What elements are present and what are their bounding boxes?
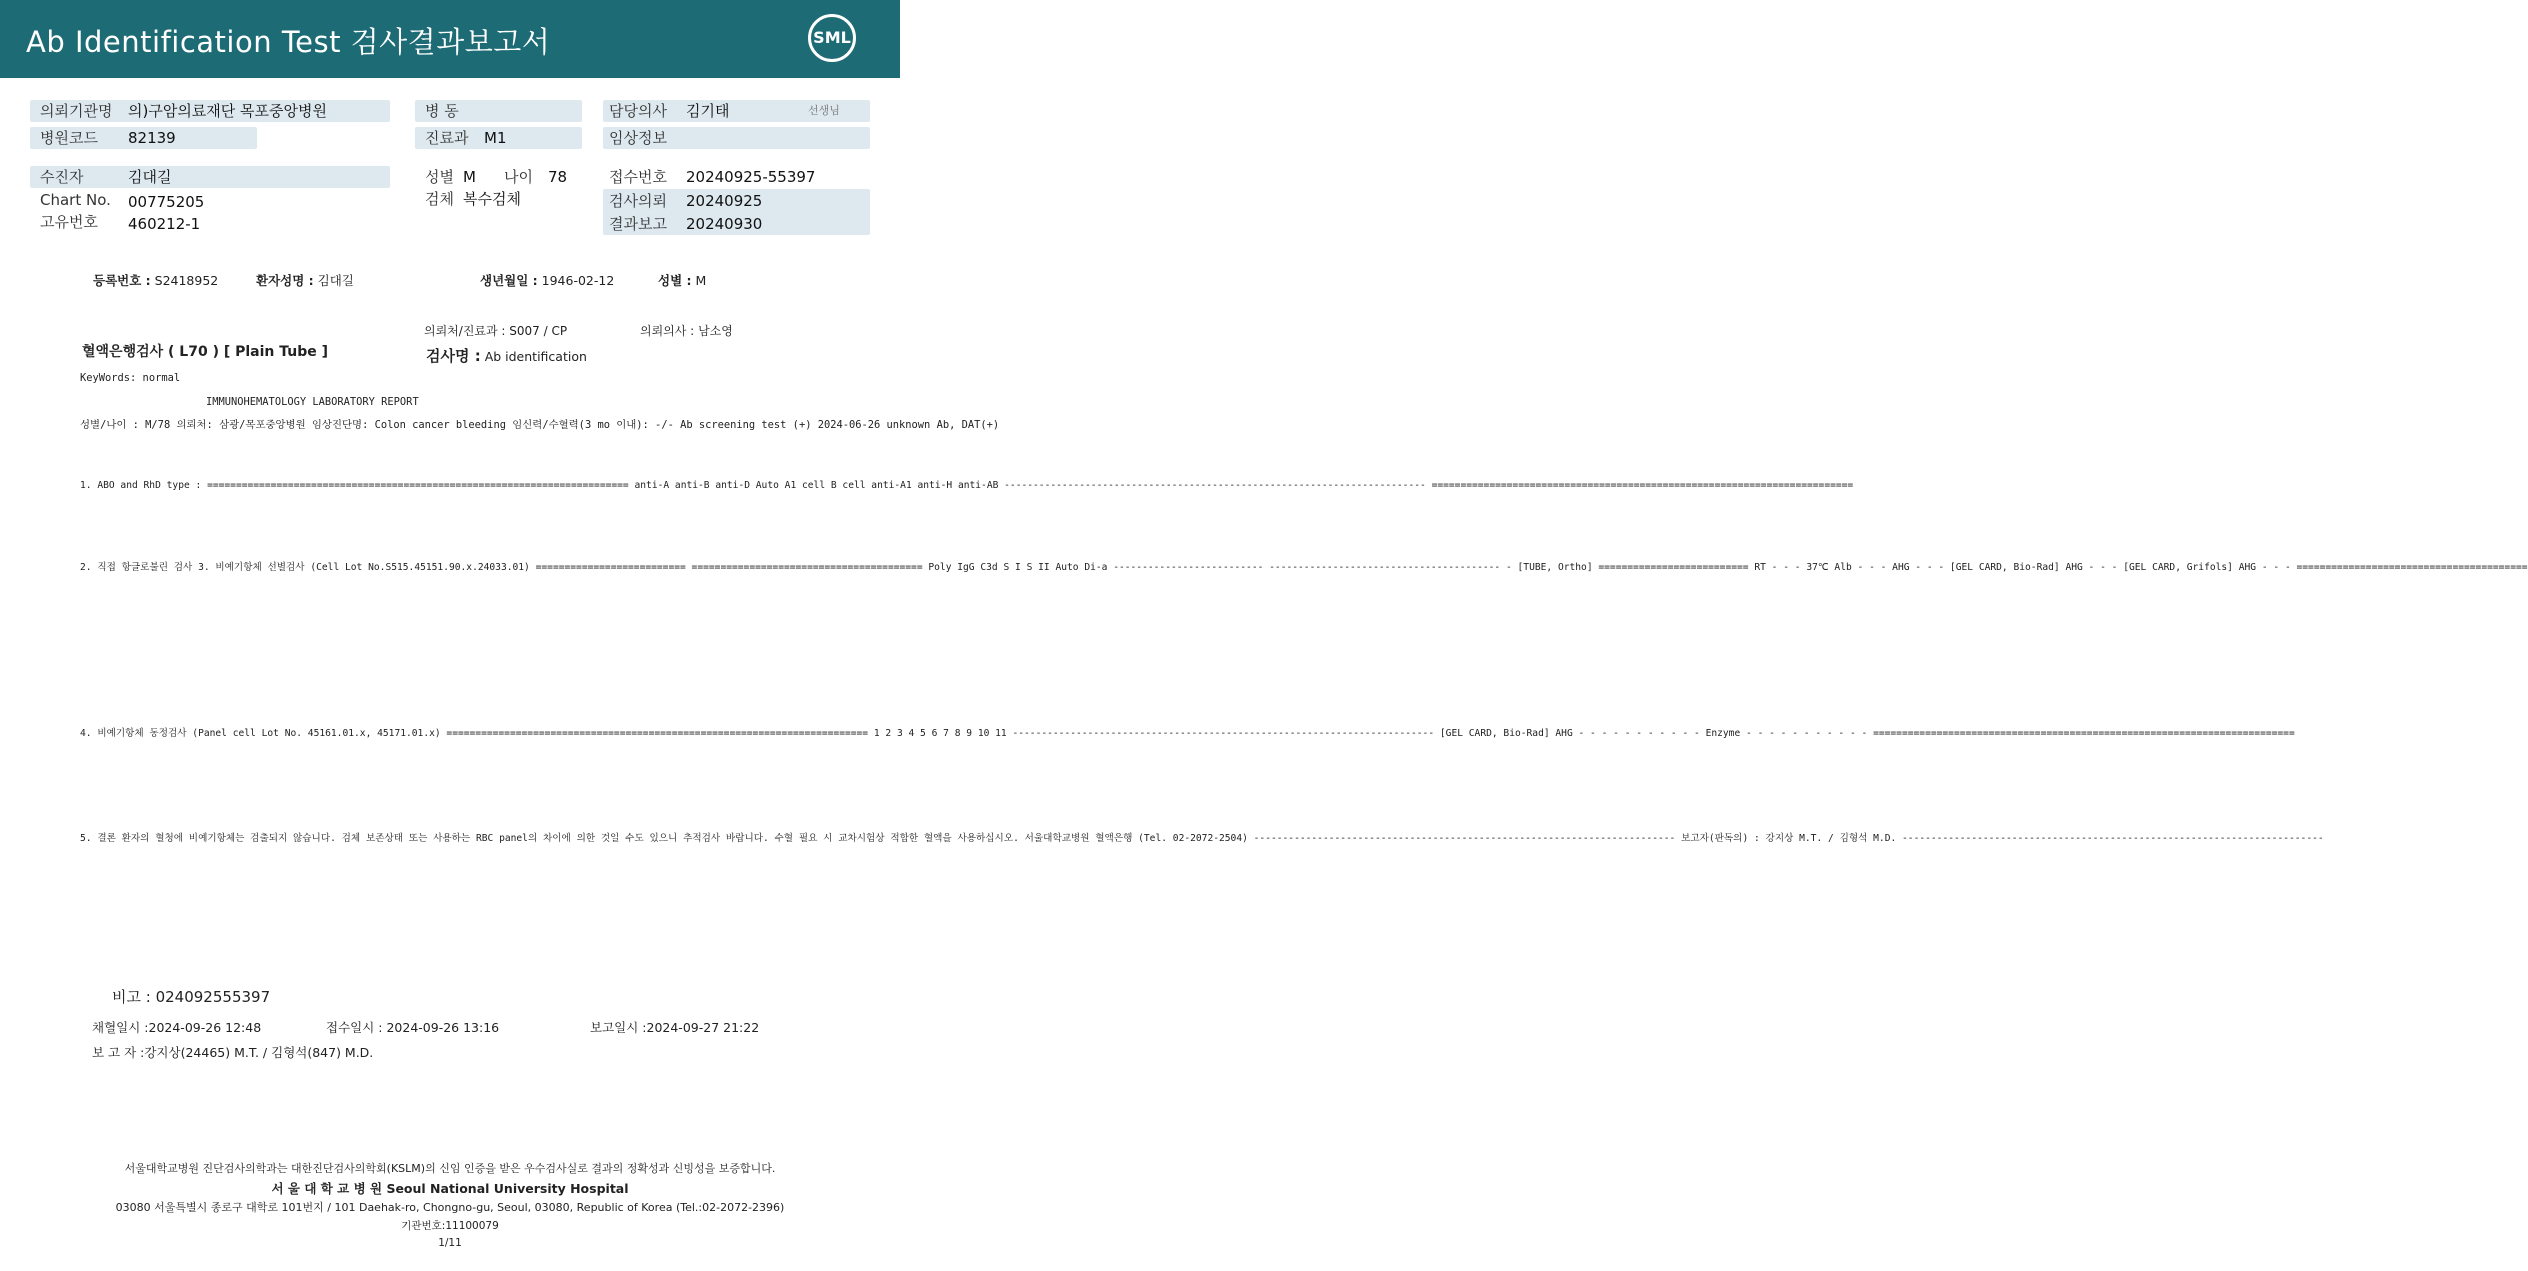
- receipt-label: 접수번호: [609, 168, 667, 186]
- dat-screening-block: 2. 직접 항글로불린 검사 3. 비예기항체 선별검사 (Cell Lot No.S515.45151.90.x.24033.01) ========================== ======================================== Poly IgG C3d S I S II Auto Di-a -------------------------- ---------------------------------------- - [TUBE, Ortho] ========================== RT - - - 37℃ Alb - - - AHG - - - [GEL CARD, Bio-Rad] AHG - - - [GEL CARD, Grifols] AHG - - - ========================================: [80, 562, 2528, 573]
- report-header: [0, 0, 900, 78]
- unique-label: 고유번호: [40, 213, 98, 231]
- institution-label: 의뢰기관명: [40, 102, 113, 120]
- chart-value: 00775205: [128, 193, 205, 211]
- hospital-code-value: 82139: [128, 129, 176, 147]
- reg-value: S2418952: [154, 273, 219, 288]
- chart-label: Chart No.: [40, 191, 111, 209]
- section-title: 혈액은행검사 ( L70 ) [ Plain Tube ]: [82, 344, 329, 360]
- collect-label: 채혈일시 :: [92, 1020, 149, 1035]
- note-value: 024092555397: [155, 988, 271, 1006]
- panel-identification-block: 4. 비예기항체 동정검사 (Panel cell Lot No. 45161.01.x, 45171.01.x) ========================================================================= 1 2 3 4 5 6 7 8 9 10 11 ------------------------------------------------------------------------- [GEL CARD, Bio-Rad] AHG - - - - - - - - - - - Enzyme - - - - - - - - - - - =========================================================================: [80, 728, 2295, 739]
- reg-line: [93, 271, 218, 289]
- request-value: 20240925: [686, 192, 763, 210]
- report-title: Ab Identification Test 검사결과보고서: [26, 25, 551, 59]
- embedded-sex-label: 성별 :: [658, 273, 692, 288]
- collect-line: [92, 1018, 261, 1036]
- reportdt-line: [590, 1018, 759, 1036]
- collect-value: 2024-09-26 12:48: [148, 1020, 262, 1035]
- doc-line: [640, 322, 733, 339]
- reg-label: 등록번호 :: [93, 273, 151, 288]
- embedded-sex-value: M: [695, 273, 707, 288]
- page-number: 1/11: [438, 1237, 462, 1249]
- patient-bar: [30, 166, 390, 188]
- dob-value: 1946-02-12: [541, 273, 615, 288]
- patient-value: 김대길: [128, 168, 172, 186]
- logo-text: SML: [813, 28, 851, 47]
- footer-institution-number: 기관번호:11100079: [401, 1220, 499, 1232]
- test-value: Ab identification: [484, 349, 587, 364]
- clinical-label: 임상정보: [609, 129, 667, 147]
- dept-value: M1: [484, 129, 507, 147]
- reportdt-value: 2024-09-27 21:22: [646, 1020, 760, 1035]
- sex-value: M: [463, 168, 476, 186]
- institution-value: 의)구암의료재단 목포중앙병원: [128, 102, 327, 120]
- accept-line: [326, 1018, 499, 1036]
- dob-label: 생년월일 :: [480, 273, 538, 288]
- from-value: S007 / CP: [509, 324, 568, 338]
- name-value: 김대길: [317, 273, 354, 288]
- doc-value: 남소영: [698, 324, 733, 338]
- ward-label: 병 동: [425, 102, 459, 120]
- request-label: 검사의뢰: [609, 192, 667, 210]
- footer-address: 03080 서울특별시 종로구 대학로 101번지 / 101 Daehak-ro, Chongno-gu, Seoul, 03080, Republic of Korea (Tel.:02-2072-2396): [115, 1201, 785, 1214]
- report-date-label: 결과보고: [609, 215, 667, 233]
- patient-label: 수진자: [40, 168, 84, 186]
- specimen-label: 검체: [425, 190, 454, 208]
- reporter-label: 보 고 자 :: [92, 1045, 145, 1060]
- embedded-sex-line: [658, 271, 706, 289]
- age-label: 나이: [504, 168, 533, 186]
- lab-report-title: IMMUNOHEMATOLOGY LABORATORY REPORT: [206, 396, 419, 408]
- reportdt-label: 보고일시 :: [590, 1020, 647, 1035]
- name-label: 환자성명 :: [256, 273, 314, 288]
- doctor-suffix: 선생님: [808, 104, 840, 117]
- dept-label: 진료과: [425, 129, 469, 147]
- receipt-value: 20240925-55397: [686, 168, 816, 186]
- from-label: 의뢰처/진료과 :: [424, 324, 506, 338]
- keywords: KeyWords: normal: [80, 372, 181, 384]
- doctor-value: 김기태: [686, 102, 730, 120]
- note-label: 비고 :: [112, 988, 151, 1006]
- doc-label: 의뢰의사 :: [640, 324, 695, 338]
- footer-certification: 서울대학교병원 진단검사의학과는 대한진단검사의학회(KSLM)의 신임 인증을 받은 우수검사실로 결과의 정확성과 신빙성을 보증합니다.: [124, 1162, 776, 1175]
- conclusion-block: 5. 결론 환자의 혈청에 비예기항체는 검출되지 않습니다. 검체 보존상태 또는 사용하는 RBC panel의 차이에 의한 것일 수도 있으니 추적검사 바랍니다. 수혈 필요 시 교차시험상 적합한 혈액을 사용하십시오. 서울대학교병원 혈액은행 (Tel. 02-2072-2504) ------------------------------------------------------------------------- 보고자(판독의) : 강지상 M.T. / 김형석 M.D. -------------------------------------------------------------------------: [80, 833, 2324, 844]
- hospital-code-label: 병원코드: [40, 129, 98, 147]
- accept-label: 접수일시 :: [326, 1020, 383, 1035]
- patient-diagnosis-block: 성별/나이 : M/78 의뢰처: 삼광/목포중앙병원 임상진단명: Colon cancer bleeding 임신력/수혈력(3 mo 이내): -/- Ab screening test (+) 2024-06-26 unknown Ab, DAT(+): [80, 419, 1000, 431]
- test-label: 검사명 :: [426, 347, 481, 365]
- note-line: [112, 986, 270, 1007]
- dob-line: [480, 271, 614, 289]
- age-value: 78: [548, 168, 568, 186]
- report-date-value: 20240930: [686, 215, 763, 233]
- test-line: [426, 345, 587, 366]
- abo-rhd-block: 1. ABO and RhD type : ========================================================================= anti-A anti-B anti-D Auto A1 cell B cell anti-A1 anti-H anti-AB ------------------------------------------------------------------------- =========================================================================: [80, 480, 1854, 491]
- sml-logo: [808, 14, 856, 62]
- doctor-label: 담당의사: [609, 102, 667, 120]
- footer-hospital-name: 서 울 대 학 교 병 원 Seoul National University Hospital: [271, 1181, 629, 1196]
- unique-value: 460212-1: [128, 215, 201, 233]
- name-line: [256, 271, 354, 289]
- reporter-line: [92, 1043, 373, 1061]
- sex-label: 성별: [425, 168, 454, 186]
- reporter-value: 강지상(24465) M.T. / 김형석(847) M.D.: [144, 1045, 374, 1060]
- specimen-value: 복수검체: [463, 190, 521, 208]
- accept-value: 2024-09-26 13:16: [386, 1020, 500, 1035]
- from-line: [424, 322, 567, 339]
